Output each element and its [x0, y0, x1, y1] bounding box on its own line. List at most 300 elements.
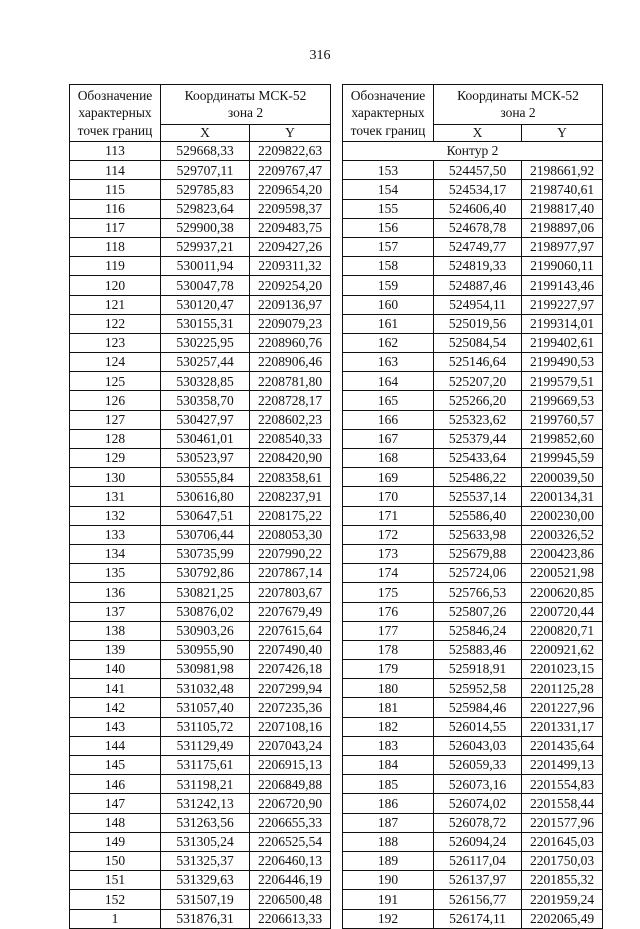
table-row	[343, 890, 603, 909]
y-coordinate-cell: 2201855,32	[522, 871, 603, 890]
designation-header-line2: характерных	[78, 105, 152, 121]
x-coordinate-cell: 530047,78	[161, 276, 250, 295]
table-row	[343, 353, 603, 372]
point-number-cell: 177	[343, 621, 434, 640]
point-number-cell: 185	[343, 775, 434, 794]
point-number-cell: 1	[70, 909, 161, 928]
x-coordinate-cell: 526073,16	[434, 775, 522, 794]
point-number-cell: 159	[343, 276, 434, 295]
x-coordinate-cell: 526137,97	[434, 871, 522, 890]
x-coordinate-cell: 530011,94	[161, 257, 250, 276]
table-row	[343, 583, 603, 602]
point-number-cell: 129	[70, 449, 161, 468]
point-number-cell: 114	[70, 161, 161, 180]
coordinates-header-line1: Координаты МСК-52	[457, 87, 579, 103]
y-coordinate-cell: 2208540,33	[250, 429, 331, 448]
x-coordinate-cell: 525918,91	[434, 660, 522, 679]
point-number-cell: 113	[70, 142, 161, 161]
y-coordinate-cell: 2209427,26	[250, 237, 331, 256]
point-number-cell: 124	[70, 353, 161, 372]
point-number-cell: 164	[343, 372, 434, 391]
point-number-cell: 183	[343, 736, 434, 755]
designation-header	[70, 85, 161, 142]
y-coordinate-cell: 2199402,61	[522, 333, 603, 352]
x-coordinate-cell: 531305,24	[161, 832, 250, 851]
y-coordinate-cell: 2200921,62	[522, 640, 603, 659]
table-row	[343, 832, 603, 851]
table-row	[343, 218, 603, 237]
y-coordinate-cell: 2201959,24	[522, 890, 603, 909]
point-number-cell: 143	[70, 717, 161, 736]
y-coordinate-cell: 2208053,30	[250, 525, 331, 544]
point-number-cell: 148	[70, 813, 161, 832]
table-row	[70, 429, 331, 448]
y-coordinate-cell: 2201499,13	[522, 756, 603, 775]
point-number-cell: 117	[70, 218, 161, 237]
table-row	[343, 717, 603, 736]
table-row	[70, 717, 331, 736]
point-number-cell: 156	[343, 218, 434, 237]
point-number-cell: 147	[70, 794, 161, 813]
y-coordinate-cell: 2198897,06	[522, 218, 603, 237]
table-row	[343, 237, 603, 256]
point-number-cell: 175	[343, 583, 434, 602]
y-coordinate-cell: 2209254,20	[250, 276, 331, 295]
point-number-cell: 150	[70, 851, 161, 870]
point-number-cell: 139	[70, 640, 161, 659]
x-coordinate-cell: 524534,17	[434, 180, 522, 199]
table-row	[343, 909, 603, 928]
table-row	[70, 640, 331, 659]
x-coordinate-cell: 524678,78	[434, 218, 522, 237]
y-coordinate-cell: 2209311,32	[250, 257, 331, 276]
designation-header	[343, 85, 434, 142]
point-number-cell: 151	[70, 871, 161, 890]
y-coordinate-cell: 2207679,49	[250, 602, 331, 621]
x-coordinate-cell: 526074,02	[434, 794, 522, 813]
table-row	[343, 314, 603, 333]
x-coordinate-cell: 525433,64	[434, 449, 522, 468]
table-row	[70, 909, 331, 928]
point-number-cell: 186	[343, 794, 434, 813]
x-coordinate-cell: 529823,64	[161, 199, 250, 218]
table-row	[70, 161, 331, 180]
x-coordinate-cell: 530876,02	[161, 602, 250, 621]
table-row	[343, 429, 603, 448]
table-row	[343, 487, 603, 506]
table-row	[343, 564, 603, 583]
table-row	[343, 449, 603, 468]
point-number-cell: 121	[70, 295, 161, 314]
y-coordinate-cell: 2201435,64	[522, 736, 603, 755]
y-coordinate-cell: 2209483,75	[250, 218, 331, 237]
x-coordinate-cell: 525724,06	[434, 564, 522, 583]
y-coordinate-cell: 2207426,18	[250, 660, 331, 679]
table-row	[70, 871, 331, 890]
x-coordinate-cell: 525679,88	[434, 544, 522, 563]
x-coordinate-cell: 524457,50	[434, 161, 522, 180]
x-coordinate-cell: 524954,11	[434, 295, 522, 314]
y-coordinate-cell: 2199060,11	[522, 257, 603, 276]
point-number-cell: 153	[343, 161, 434, 180]
x-coordinate-cell: 526078,72	[434, 813, 522, 832]
x-coordinate-cell: 530647,51	[161, 506, 250, 525]
y-coordinate-cell: 2201645,03	[522, 832, 603, 851]
table-row	[70, 775, 331, 794]
point-number-cell: 170	[343, 487, 434, 506]
table-row	[70, 736, 331, 755]
point-number-cell: 163	[343, 353, 434, 372]
x-coordinate-cell: 525266,20	[434, 391, 522, 410]
y-coordinate-cell: 2199760,57	[522, 410, 603, 429]
x-coordinate-cell: 531325,37	[161, 851, 250, 870]
table-row	[343, 736, 603, 755]
point-number-cell: 130	[70, 468, 161, 487]
x-coordinate-cell: 525019,56	[434, 314, 522, 333]
table-row	[343, 775, 603, 794]
x-coordinate-cell: 525586,40	[434, 506, 522, 525]
y-coordinate-cell: 2208728,17	[250, 391, 331, 410]
x-coordinate-cell: 531507,19	[161, 890, 250, 909]
table-row	[70, 468, 331, 487]
table-row	[70, 410, 331, 429]
table-row	[343, 621, 603, 640]
table-row	[70, 602, 331, 621]
y-coordinate-cell: 2199852,60	[522, 429, 603, 448]
point-number-cell: 128	[70, 429, 161, 448]
x-coordinate-cell: 525846,24	[434, 621, 522, 640]
table-row	[70, 372, 331, 391]
point-number-cell: 162	[343, 333, 434, 352]
point-number-cell: 187	[343, 813, 434, 832]
point-number-cell: 189	[343, 851, 434, 870]
x-coordinate-cell: 526014,55	[434, 717, 522, 736]
table-row	[343, 161, 603, 180]
table-row	[70, 237, 331, 256]
table-row	[70, 851, 331, 870]
y-coordinate-cell: 2199945,59	[522, 449, 603, 468]
x-column-header: X	[161, 125, 250, 142]
x-coordinate-cell: 530328,85	[161, 372, 250, 391]
y-coordinate-cell: 2208602,23	[250, 410, 331, 429]
y-coordinate-cell: 2207867,14	[250, 564, 331, 583]
point-number-cell: 144	[70, 736, 161, 755]
y-coordinate-cell: 2207235,36	[250, 698, 331, 717]
point-number-cell: 166	[343, 410, 434, 429]
table-row	[70, 506, 331, 525]
y-coordinate-cell: 2208237,91	[250, 487, 331, 506]
table-row	[343, 199, 603, 218]
point-number-cell: 168	[343, 449, 434, 468]
table-row	[70, 314, 331, 333]
x-coordinate-cell: 530155,31	[161, 314, 250, 333]
y-coordinate-cell: 2207490,40	[250, 640, 331, 659]
point-number-cell: 157	[343, 237, 434, 256]
left-table-body	[70, 142, 331, 929]
point-number-cell: 171	[343, 506, 434, 525]
x-coordinate-cell: 525146,64	[434, 353, 522, 372]
table-row	[70, 525, 331, 544]
point-number-cell: 116	[70, 199, 161, 218]
table-row	[343, 410, 603, 429]
y-coordinate-cell: 2209767,47	[250, 161, 331, 180]
table-row	[70, 544, 331, 563]
x-coordinate-cell: 526174,11	[434, 909, 522, 928]
x-coordinate-cell: 524819,33	[434, 257, 522, 276]
point-number-cell: 174	[343, 564, 434, 583]
x-coordinate-cell: 525883,46	[434, 640, 522, 659]
point-number-cell: 149	[70, 832, 161, 851]
point-number-cell: 132	[70, 506, 161, 525]
point-number-cell: 141	[70, 679, 161, 698]
x-coordinate-cell: 525323,62	[434, 410, 522, 429]
table-row	[343, 544, 603, 563]
y-coordinate-cell: 2201023,15	[522, 660, 603, 679]
table-row	[343, 372, 603, 391]
x-coordinate-cell: 531198,21	[161, 775, 250, 794]
x-coordinate-cell: 530257,44	[161, 353, 250, 372]
x-coordinate-cell: 530225,95	[161, 333, 250, 352]
y-coordinate-cell: 2200720,44	[522, 602, 603, 621]
table-row	[70, 199, 331, 218]
y-coordinate-cell: 2199490,53	[522, 353, 603, 372]
point-number-cell: 125	[70, 372, 161, 391]
point-number-cell: 126	[70, 391, 161, 410]
point-number-cell: 158	[343, 257, 434, 276]
x-coordinate-cell: 530427,97	[161, 410, 250, 429]
y-coordinate-cell: 2206525,54	[250, 832, 331, 851]
x-coordinate-cell: 525633,98	[434, 525, 522, 544]
y-coordinate-cell: 2209654,20	[250, 180, 331, 199]
coordinates-header	[434, 85, 603, 125]
y-coordinate-cell: 2201750,03	[522, 851, 603, 870]
x-coordinate-cell: 524749,77	[434, 237, 522, 256]
point-number-cell: 161	[343, 314, 434, 333]
table-row	[343, 813, 603, 832]
y-coordinate-cell: 2199227,97	[522, 295, 603, 314]
y-coordinate-cell: 2209822,63	[250, 142, 331, 161]
table-row	[343, 851, 603, 870]
point-number-cell: 182	[343, 717, 434, 736]
table-row	[70, 794, 331, 813]
point-number-cell: 173	[343, 544, 434, 563]
right-table-body	[343, 142, 603, 929]
table-row	[343, 506, 603, 525]
y-coordinate-cell: 2200423,86	[522, 544, 603, 563]
y-coordinate-cell: 2198977,97	[522, 237, 603, 256]
table-row	[70, 564, 331, 583]
x-coordinate-cell: 526043,03	[434, 736, 522, 755]
table-row	[343, 468, 603, 487]
point-number-cell: 123	[70, 333, 161, 352]
point-number-cell: 131	[70, 487, 161, 506]
y-coordinate-cell: 2201558,44	[522, 794, 603, 813]
table-row	[70, 832, 331, 851]
x-coordinate-cell: 530821,25	[161, 583, 250, 602]
y-coordinate-cell: 2208906,46	[250, 353, 331, 372]
y-coordinate-cell: 2207299,94	[250, 679, 331, 698]
point-number-cell: 118	[70, 237, 161, 256]
point-number-cell: 135	[70, 564, 161, 583]
y-coordinate-cell: 2208781,80	[250, 372, 331, 391]
point-number-cell: 138	[70, 621, 161, 640]
x-coordinate-cell: 530706,44	[161, 525, 250, 544]
point-number-cell: 146	[70, 775, 161, 794]
y-coordinate-cell: 2206500,48	[250, 890, 331, 909]
table-row	[70, 257, 331, 276]
contour-label: Контур 2	[343, 142, 603, 161]
coordinates-header-line2: зона 2	[500, 104, 536, 120]
x-coordinate-cell: 530523,97	[161, 449, 250, 468]
y-coordinate-cell: 2200521,98	[522, 564, 603, 583]
y-coordinate-cell: 2207990,22	[250, 544, 331, 563]
x-coordinate-cell: 530981,98	[161, 660, 250, 679]
y-coordinate-cell: 2206849,88	[250, 775, 331, 794]
table-row	[70, 180, 331, 199]
x-coordinate-cell: 531032,48	[161, 679, 250, 698]
point-number-cell: 167	[343, 429, 434, 448]
point-number-cell: 179	[343, 660, 434, 679]
designation-header-line2: характерных	[351, 105, 425, 121]
point-number-cell: 142	[70, 698, 161, 717]
x-coordinate-cell: 526094,24	[434, 832, 522, 851]
designation-header-line3: точек границ	[77, 122, 153, 138]
x-coordinate-cell: 529937,21	[161, 237, 250, 256]
point-number-cell: 165	[343, 391, 434, 410]
point-number-cell: 172	[343, 525, 434, 544]
table-row	[70, 276, 331, 295]
x-coordinate-cell: 530120,47	[161, 295, 250, 314]
x-coordinate-cell: 531129,49	[161, 736, 250, 755]
table-row	[343, 525, 603, 544]
y-coordinate-cell: 2208175,22	[250, 506, 331, 525]
x-coordinate-cell: 529900,38	[161, 218, 250, 237]
x-coordinate-cell: 530616,80	[161, 487, 250, 506]
y-coordinate-cell: 2201577,96	[522, 813, 603, 832]
x-coordinate-cell: 531175,61	[161, 756, 250, 775]
point-number-cell: 192	[343, 909, 434, 928]
table-row	[343, 698, 603, 717]
x-coordinate-cell: 530555,84	[161, 468, 250, 487]
table-row	[70, 449, 331, 468]
x-coordinate-cell: 529707,11	[161, 161, 250, 180]
point-number-cell: 119	[70, 257, 161, 276]
x-coordinate-cell: 524606,40	[434, 199, 522, 218]
y-coordinate-cell: 2200326,52	[522, 525, 603, 544]
table-row	[343, 333, 603, 352]
y-coordinate-cell: 2209598,37	[250, 199, 331, 218]
y-coordinate-cell: 2201227,96	[522, 698, 603, 717]
table-row	[70, 698, 331, 717]
coordinates-table-right	[342, 84, 603, 929]
point-number-cell: 154	[343, 180, 434, 199]
point-number-cell: 155	[343, 199, 434, 218]
point-number-cell: 188	[343, 832, 434, 851]
point-number-cell: 152	[70, 890, 161, 909]
point-number-cell: 136	[70, 583, 161, 602]
point-number-cell: 169	[343, 468, 434, 487]
page-number: 316	[309, 48, 331, 63]
table-row	[343, 257, 603, 276]
table-row	[343, 391, 603, 410]
y-coordinate-cell: 2198661,92	[522, 161, 603, 180]
table-row	[70, 295, 331, 314]
y-coordinate-cell: 2199669,53	[522, 391, 603, 410]
table-row	[343, 295, 603, 314]
designation-header-line3: точек границ	[350, 122, 426, 138]
y-coordinate-cell: 2198740,61	[522, 180, 603, 199]
table-row	[343, 679, 603, 698]
y-coordinate-cell: 2207615,64	[250, 621, 331, 640]
x-coordinate-cell: 530358,70	[161, 391, 250, 410]
y-column-header: Y	[522, 125, 603, 142]
table-row	[70, 487, 331, 506]
table-row	[343, 756, 603, 775]
y-coordinate-cell: 2206446,19	[250, 871, 331, 890]
x-coordinate-cell: 531876,31	[161, 909, 250, 928]
x-coordinate-cell: 524887,46	[434, 276, 522, 295]
table-row	[343, 640, 603, 659]
designation-header-line1: Обозначение	[350, 88, 426, 104]
x-coordinate-cell: 530792,86	[161, 564, 250, 583]
y-coordinate-cell: 2201331,17	[522, 717, 603, 736]
point-number-cell: 115	[70, 180, 161, 199]
y-coordinate-cell: 2207803,67	[250, 583, 331, 602]
point-number-cell: 176	[343, 602, 434, 621]
x-coordinate-cell: 526059,33	[434, 756, 522, 775]
point-number-cell: 120	[70, 276, 161, 295]
x-coordinate-cell: 526117,04	[434, 851, 522, 870]
x-coordinate-cell: 525084,54	[434, 333, 522, 352]
table-row	[70, 333, 331, 352]
table-row	[70, 353, 331, 372]
table-row	[343, 276, 603, 295]
y-coordinate-cell: 2209136,97	[250, 295, 331, 314]
table-row	[70, 621, 331, 640]
x-coordinate-cell: 531242,13	[161, 794, 250, 813]
y-coordinate-cell: 2201125,28	[522, 679, 603, 698]
y-coordinate-cell: 2207108,16	[250, 717, 331, 736]
y-coordinate-cell: 2199314,01	[522, 314, 603, 333]
x-coordinate-cell: 530735,99	[161, 544, 250, 563]
y-coordinate-cell: 2207043,24	[250, 736, 331, 755]
x-coordinate-cell: 530461,01	[161, 429, 250, 448]
y-coordinate-cell: 2206460,13	[250, 851, 331, 870]
table-row	[343, 660, 603, 679]
x-coordinate-cell: 526156,77	[434, 890, 522, 909]
y-coordinate-cell: 2206655,33	[250, 813, 331, 832]
point-number-cell: 145	[70, 756, 161, 775]
y-coordinate-cell: 2200134,31	[522, 487, 603, 506]
table-row	[343, 602, 603, 621]
table-row	[70, 679, 331, 698]
y-coordinate-cell: 2208358,61	[250, 468, 331, 487]
y-coordinate-cell: 2198817,40	[522, 199, 603, 218]
y-coordinate-cell: 2202065,49	[522, 909, 603, 928]
coordinates-table-left	[69, 84, 331, 929]
point-number-cell: 137	[70, 602, 161, 621]
y-column-header: Y	[250, 125, 331, 142]
table-row	[70, 142, 331, 161]
table-row	[343, 871, 603, 890]
x-coordinate-cell: 531057,40	[161, 698, 250, 717]
point-number-cell: 180	[343, 679, 434, 698]
y-coordinate-cell: 2200620,85	[522, 583, 603, 602]
x-coordinate-cell: 525486,22	[434, 468, 522, 487]
y-coordinate-cell: 2208960,76	[250, 333, 331, 352]
x-coordinate-cell: 531329,63	[161, 871, 250, 890]
point-number-cell: 134	[70, 544, 161, 563]
